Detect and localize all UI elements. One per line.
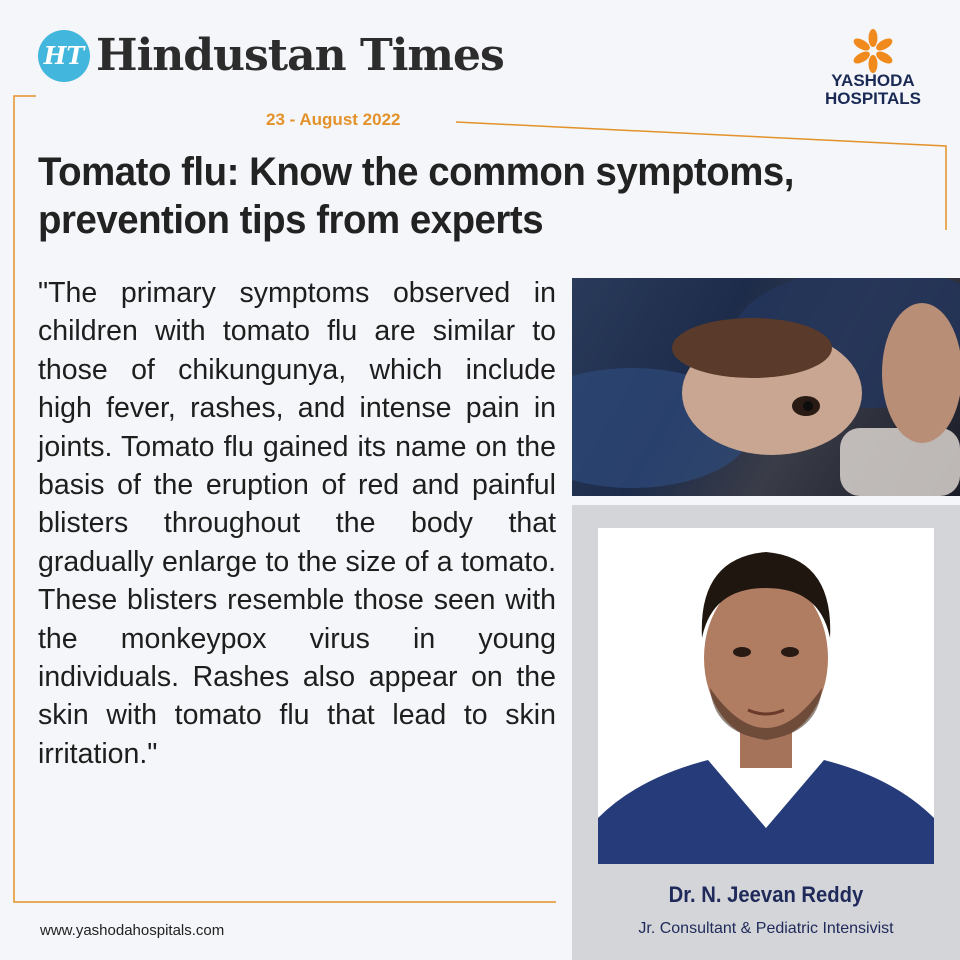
headline: Tomato flu: Know the common symptoms, prevention tips from experts (38, 150, 794, 242)
logo-line-1: YASHODA (831, 71, 915, 90)
yashoda-flower-icon (848, 28, 898, 74)
doctor-name: Dr. N. Jeevan Reddy (668, 882, 864, 907)
doctor-title: Jr. Consultant & Pediatric Intensivist (638, 920, 894, 937)
hindustan-times-masthead: Hindustan Times (96, 30, 504, 81)
doctor-photo (598, 528, 934, 864)
logo-line-2: HOSPITALS (824, 89, 922, 108)
quote-paragraph: "The primary symptoms observed in children with tomato flu are similar to those of chikungunya, which include high fever, rashes, and intense pain in joints. Tomato flu gained its name on the basis of the eruption of red and painful blisters throughout the body that gradually enlarge to the size of a tomato. These blisters resemble those seen with the monkeypox virus in young individuals. Rashes also appear on the skin with tomato flu that lead to skin irritation." (38, 277, 556, 770)
ht-logo-badge: HT (38, 30, 90, 82)
yashoda-hospitals-logo (800, 72, 946, 108)
child-photo (572, 278, 960, 496)
article-date: 23 - August 2022 (266, 110, 401, 129)
website-link[interactable]: www.yashodahospitals.com (40, 922, 225, 939)
